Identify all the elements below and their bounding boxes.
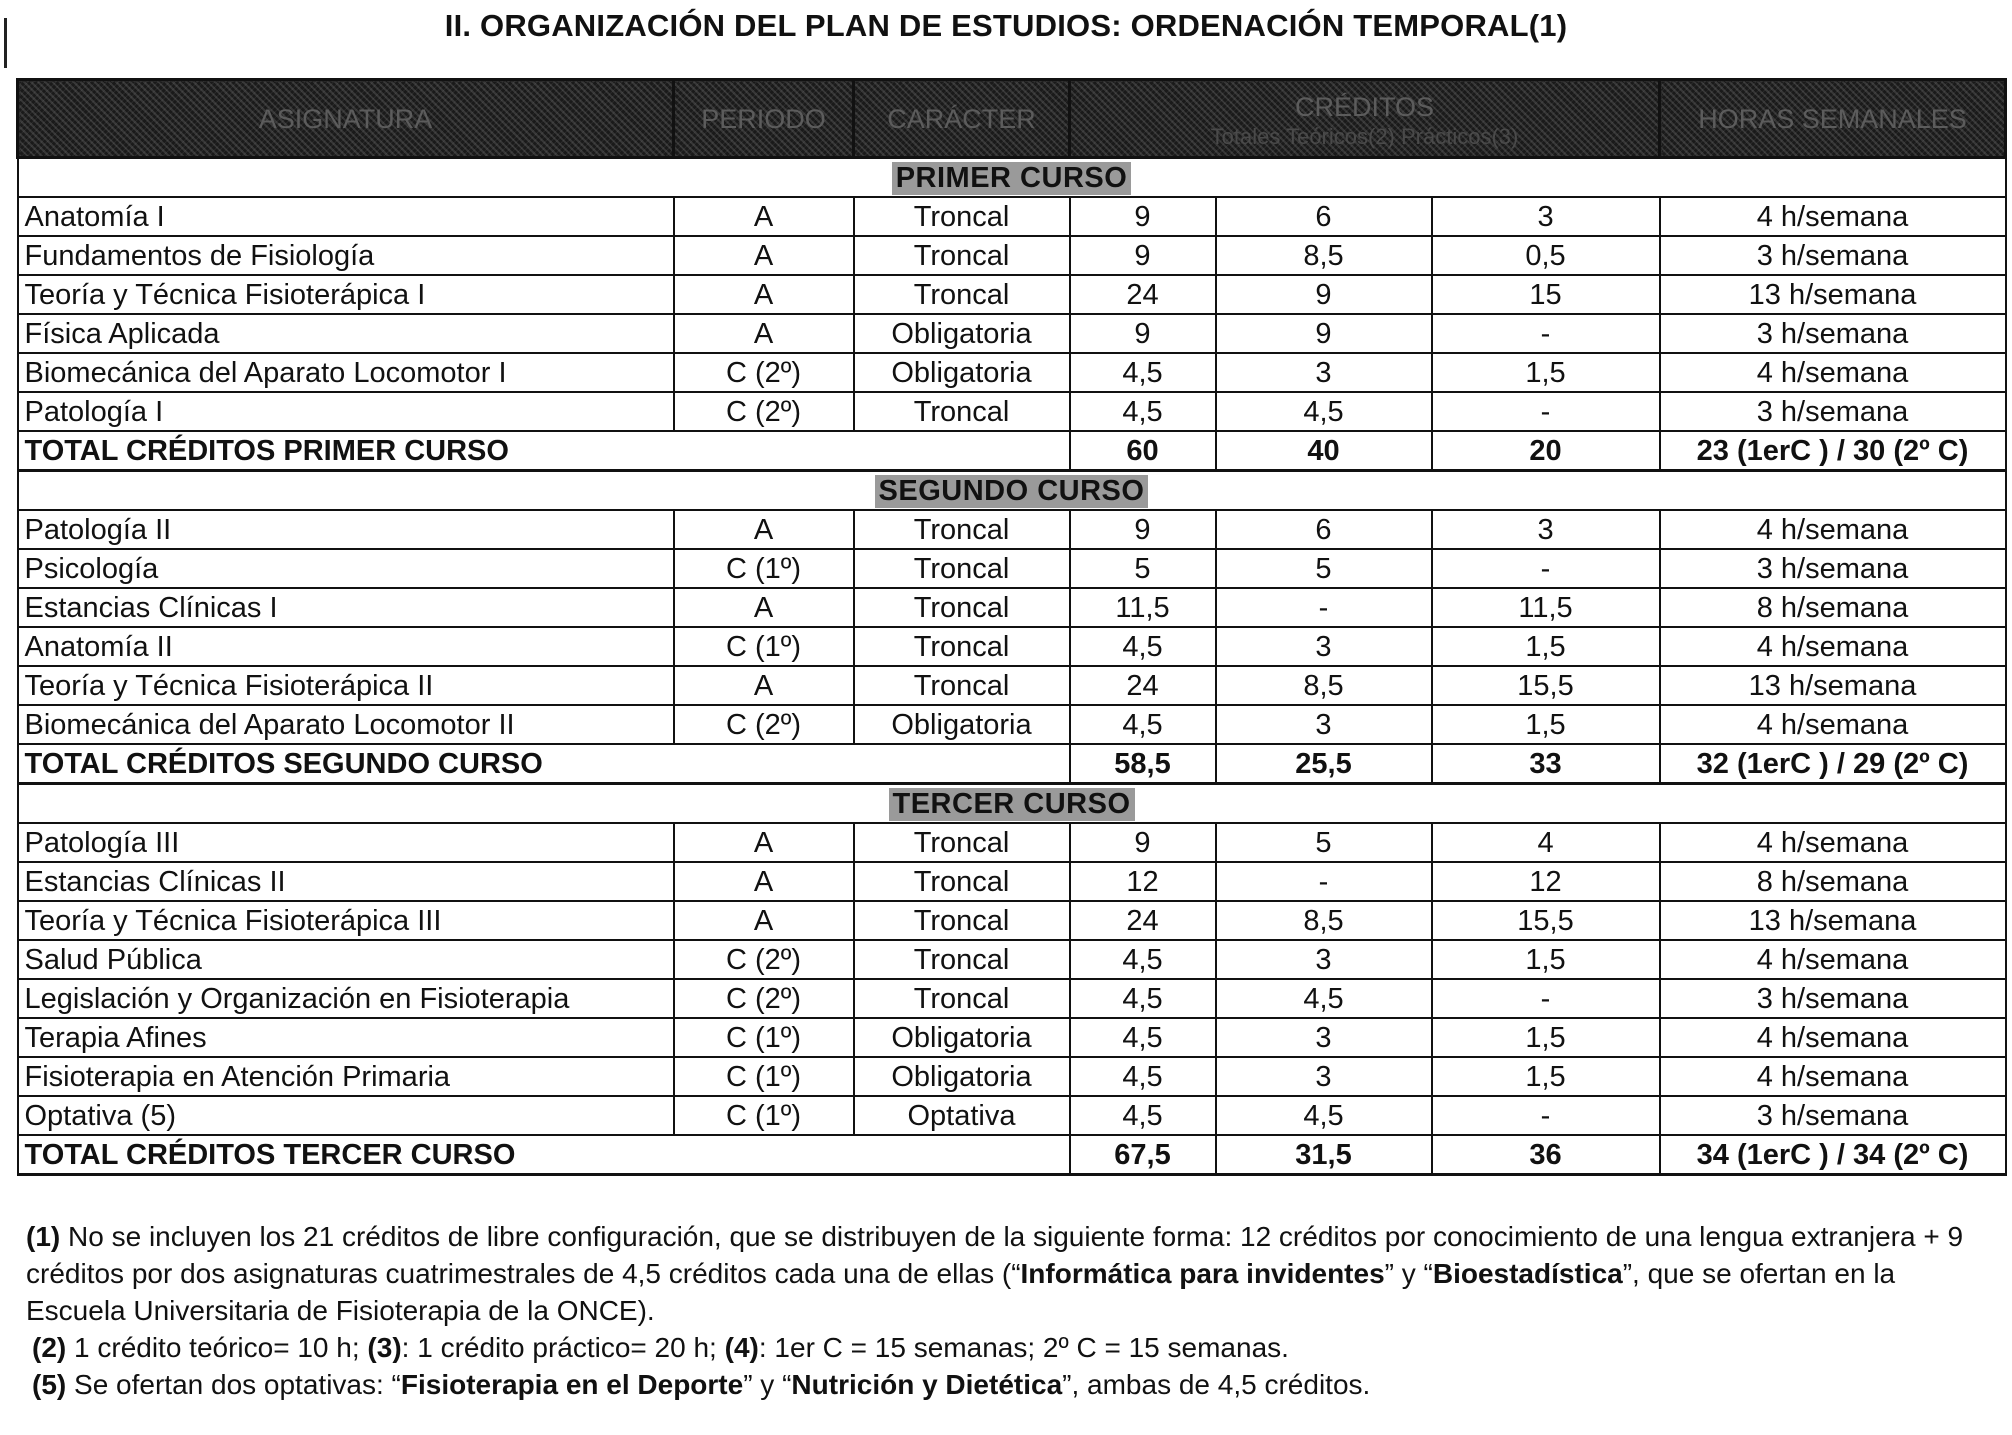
table-row: [18, 1057, 2006, 1096]
cell-creditos-teoricos: 6: [1216, 510, 1432, 549]
cell-creditos-teoricos: 9: [1216, 275, 1432, 314]
table-row: [18, 353, 2006, 392]
footnote-2-mark: (2): [32, 1332, 67, 1363]
cell-creditos-teoricos: 5: [1216, 549, 1432, 588]
cell-horas: 3 h/semana: [1660, 549, 2006, 588]
footnote-4-text: : 1er C = 15 semanas; 2º C = 15 semanas.: [758, 1332, 1289, 1363]
cell-creditos-teoricos: 8,5: [1216, 666, 1432, 705]
cell-creditos-practicos: 1,5: [1432, 353, 1660, 392]
footnote-5-mark: (5): [32, 1369, 67, 1400]
cell-asignatura: Fisioterapia en Atención Primaria: [18, 1057, 674, 1096]
footnote-1-text-a: No se incluyen los 21 créditos de libre configuración, que se distribuyen de la siguiente forma: 12 créditos por conocimiento de una lengua extranjera + 9 créditos por dos asignaturas cuatrimestrales de 4,5 créditos cada una de ellas (“: [26, 1221, 1964, 1289]
total-practicos: 20: [1432, 431, 1660, 471]
cell-horas: 13 h/semana: [1660, 275, 2006, 314]
cell-creditos-teoricos: 3: [1216, 1018, 1432, 1057]
cell-periodo: C (2º): [674, 940, 854, 979]
table-row: [18, 862, 2006, 901]
cell-caracter: Troncal: [854, 627, 1070, 666]
cell-horas: 13 h/semana: [1660, 666, 2006, 705]
table-row: [18, 549, 2006, 588]
cell-horas: 4 h/semana: [1660, 510, 2006, 549]
cell-horas: 4 h/semana: [1660, 1018, 2006, 1057]
cell-creditos-teoricos: 9: [1216, 314, 1432, 353]
footnote-3-text: : 1 crédito práctico= 20 h;: [401, 1332, 725, 1363]
cell-periodo: A: [674, 236, 854, 275]
header-periodo: PERIODO: [674, 80, 854, 158]
footnote-4-mark: (4): [724, 1332, 759, 1363]
cell-asignatura: Optativa (5): [18, 1096, 674, 1135]
cell-caracter: Obligatoria: [854, 705, 1070, 744]
section-heading-row: [18, 158, 2006, 198]
total-teoricos: 25,5: [1216, 744, 1432, 784]
cell-creditos-teoricos: 3: [1216, 353, 1432, 392]
total-creditos: 67,5: [1070, 1135, 1216, 1175]
total-label: TOTAL CRÉDITOS TERCER CURSO: [18, 1135, 1070, 1175]
cell-periodo: A: [674, 197, 854, 236]
footnote-2-4: [26, 1329, 1986, 1366]
footnote-1-mark: (1): [26, 1221, 61, 1252]
cell-creditos-teoricos: 4,5: [1216, 1096, 1432, 1135]
cell-caracter: Obligatoria: [854, 353, 1070, 392]
footnote-5-text-a: Se ofertan dos optativas: “: [66, 1369, 401, 1400]
total-horas: 32 (1erC ) / 29 (2º C): [1660, 744, 2006, 784]
table-row: [18, 627, 2006, 666]
footnote-1-text-d: ”, que se ofertan en la Escuela Universitaria de Fisioterapia de la ONCE).: [26, 1258, 1896, 1326]
cell-asignatura: Terapia Afines: [18, 1018, 674, 1057]
cell-creditos-practicos: 11,5: [1432, 588, 1660, 627]
cell-horas: 4 h/semana: [1660, 197, 2006, 236]
cell-creditos-teoricos: 6: [1216, 197, 1432, 236]
total-practicos: 36: [1432, 1135, 1660, 1175]
cell-creditos-practicos: 15,5: [1432, 901, 1660, 940]
cell-horas: 3 h/semana: [1660, 1096, 2006, 1135]
table-row: [18, 510, 2006, 549]
cell-creditos-totales: 4,5: [1070, 1096, 1216, 1135]
footnote-5-bold-2: Nutrición y Dietética: [791, 1369, 1063, 1400]
cell-creditos-practicos: -: [1432, 1096, 1660, 1135]
table-row: [18, 197, 2006, 236]
cell-asignatura: Biomecánica del Aparato Locomotor II: [18, 705, 674, 744]
cell-periodo: A: [674, 823, 854, 862]
cell-creditos-teoricos: -: [1216, 862, 1432, 901]
header-asignatura: ASIGNATURA: [18, 80, 674, 158]
page-title: II. ORGANIZACIÓN DEL PLAN DE ESTUDIOS: ORDENACIÓN TEMPORAL(1): [444, 8, 1568, 43]
cell-periodo: A: [674, 314, 854, 353]
cell-creditos-totales: 4,5: [1070, 392, 1216, 431]
cell-periodo: C (1º): [674, 1018, 854, 1057]
table-row: [18, 940, 2006, 979]
section-heading: SEGUNDO CURSO: [875, 475, 1149, 508]
cell-asignatura: Biomecánica del Aparato Locomotor I: [18, 353, 674, 392]
cell-horas: 4 h/semana: [1660, 940, 2006, 979]
section-heading-row: [18, 471, 2006, 511]
cell-asignatura: Psicología: [18, 549, 674, 588]
cell-asignatura: Teoría y Técnica Fisioterápica II: [18, 666, 674, 705]
cell-asignatura: Estancias Clínicas II: [18, 862, 674, 901]
cell-creditos-teoricos: 3: [1216, 705, 1432, 744]
header-creditos: [1070, 80, 1660, 158]
cell-asignatura: Patología II: [18, 510, 674, 549]
cell-horas: 3 h/semana: [1660, 236, 2006, 275]
cell-caracter: Troncal: [854, 236, 1070, 275]
cell-caracter: Troncal: [854, 275, 1070, 314]
cell-creditos-totales: 4,5: [1070, 940, 1216, 979]
total-row: [18, 1135, 2006, 1175]
cell-asignatura: Estancias Clínicas I: [18, 588, 674, 627]
cell-creditos-teoricos: -: [1216, 588, 1432, 627]
cell-periodo: C (2º): [674, 353, 854, 392]
footnote-1-bold-2: Bioestadística: [1432, 1258, 1623, 1289]
cell-horas: 4 h/semana: [1660, 823, 2006, 862]
table-row: [18, 392, 2006, 431]
cell-creditos-practicos: 3: [1432, 510, 1660, 549]
total-practicos: 33: [1432, 744, 1660, 784]
total-label: TOTAL CRÉDITOS SEGUNDO CURSO: [18, 744, 1070, 784]
cell-caracter: Troncal: [854, 588, 1070, 627]
cell-creditos-totales: 4,5: [1070, 1018, 1216, 1057]
cell-creditos-practicos: 1,5: [1432, 1018, 1660, 1057]
cell-periodo: A: [674, 862, 854, 901]
cell-caracter: Troncal: [854, 510, 1070, 549]
cell-horas: 3 h/semana: [1660, 979, 2006, 1018]
table-row: [18, 275, 2006, 314]
cell-caracter: Obligatoria: [854, 314, 1070, 353]
cell-horas: 4 h/semana: [1660, 627, 2006, 666]
footnote-1-text-c: ” y “: [1384, 1258, 1433, 1289]
cell-creditos-totales: 5: [1070, 549, 1216, 588]
total-teoricos: 31,5: [1216, 1135, 1432, 1175]
table-row: [18, 314, 2006, 353]
cell-creditos-totales: 9: [1070, 314, 1216, 353]
cell-creditos-practicos: 1,5: [1432, 627, 1660, 666]
cell-horas: 4 h/semana: [1660, 353, 2006, 392]
header-horas: HORAS SEMANALES: [1660, 80, 2006, 158]
cell-horas: 3 h/semana: [1660, 314, 2006, 353]
cell-creditos-totales: 9: [1070, 197, 1216, 236]
cell-caracter: Troncal: [854, 392, 1070, 431]
total-horas: 23 (1erC ) / 30 (2º C): [1660, 431, 2006, 471]
footnote-1: [26, 1218, 1986, 1329]
cell-periodo: C (2º): [674, 705, 854, 744]
total-row: [18, 744, 2006, 784]
cell-asignatura: Patología III: [18, 823, 674, 862]
cell-creditos-totales: 9: [1070, 236, 1216, 275]
cell-asignatura: Física Aplicada: [18, 314, 674, 353]
total-creditos: 58,5: [1070, 744, 1216, 784]
cell-asignatura: Salud Pública: [18, 940, 674, 979]
cell-caracter: Troncal: [854, 197, 1070, 236]
cell-creditos-practicos: 1,5: [1432, 940, 1660, 979]
cell-creditos-practicos: 15: [1432, 275, 1660, 314]
cell-horas: 13 h/semana: [1660, 901, 2006, 940]
section-heading-cell: [18, 158, 2006, 198]
cell-creditos-totales: 9: [1070, 823, 1216, 862]
cell-caracter: Troncal: [854, 823, 1070, 862]
cell-asignatura: Teoría y Técnica Fisioterápica I: [18, 275, 674, 314]
cell-horas: 3 h/semana: [1660, 392, 2006, 431]
cell-creditos-practicos: 15,5: [1432, 666, 1660, 705]
cell-creditos-teoricos: 4,5: [1216, 979, 1432, 1018]
cell-creditos-practicos: 1,5: [1432, 705, 1660, 744]
table-header-row: [18, 80, 2006, 158]
cell-creditos-practicos: -: [1432, 392, 1660, 431]
table-row: [18, 1018, 2006, 1057]
cell-horas: 4 h/semana: [1660, 705, 2006, 744]
footnote-3-mark: (3): [367, 1332, 402, 1363]
cell-horas: 8 h/semana: [1660, 862, 2006, 901]
section-heading: TERCER CURSO: [889, 788, 1135, 821]
cell-periodo: C (1º): [674, 549, 854, 588]
cell-asignatura: Fundamentos de Fisiología: [18, 236, 674, 275]
footnote-5: [26, 1366, 1986, 1403]
cell-creditos-totales: 4,5: [1070, 1057, 1216, 1096]
cell-caracter: Troncal: [854, 862, 1070, 901]
cell-periodo: C (2º): [674, 392, 854, 431]
cell-creditos-teoricos: 3: [1216, 627, 1432, 666]
footnotes: [26, 1218, 1986, 1403]
cell-creditos-totales: 4,5: [1070, 705, 1216, 744]
cell-caracter: Obligatoria: [854, 1057, 1070, 1096]
cell-creditos-practicos: 1,5: [1432, 1057, 1660, 1096]
cell-creditos-totales: 24: [1070, 666, 1216, 705]
table-row: [18, 979, 2006, 1018]
cell-periodo: A: [674, 510, 854, 549]
cell-creditos-practicos: -: [1432, 314, 1660, 353]
section-heading: PRIMER CURSO: [892, 162, 1132, 195]
footnote-5-bold-1: Fisioterapia en el Deporte: [400, 1369, 744, 1400]
cell-periodo: A: [674, 275, 854, 314]
cell-creditos-practicos: -: [1432, 979, 1660, 1018]
header-caracter: CARÁCTER: [854, 80, 1070, 158]
cell-creditos-teoricos: 5: [1216, 823, 1432, 862]
cell-caracter: Troncal: [854, 901, 1070, 940]
cell-creditos-totales: 4,5: [1070, 979, 1216, 1018]
cell-creditos-practicos: 0,5: [1432, 236, 1660, 275]
cell-caracter: Troncal: [854, 549, 1070, 588]
cell-creditos-totales: 24: [1070, 901, 1216, 940]
header-creditos-label: CRÉDITOS: [1294, 91, 1435, 122]
cell-asignatura: Anatomía II: [18, 627, 674, 666]
table-row: [18, 588, 2006, 627]
cell-periodo: C (1º): [674, 1057, 854, 1096]
cell-creditos-totales: 12: [1070, 862, 1216, 901]
header-creditos-sub: Totales Teóricos(2) Prácticos(3): [1210, 123, 1519, 149]
section-heading-cell: [18, 471, 2006, 511]
cell-creditos-teoricos: 8,5: [1216, 236, 1432, 275]
cell-caracter: Troncal: [854, 979, 1070, 1018]
cell-creditos-teoricos: 4,5: [1216, 392, 1432, 431]
section-heading-cell: [18, 784, 2006, 824]
table-row: [18, 705, 2006, 744]
cell-horas: 4 h/semana: [1660, 1057, 2006, 1096]
total-creditos: 60: [1070, 431, 1216, 471]
table-row: [18, 236, 2006, 275]
cell-caracter: Troncal: [854, 666, 1070, 705]
footnote-5-text-c: ” y “: [743, 1369, 792, 1400]
table-row: [18, 1096, 2006, 1135]
footnote-2-text: 1 crédito teórico= 10 h;: [66, 1332, 368, 1363]
study-plan-table: [16, 78, 2007, 1176]
total-horas: 34 (1erC ) / 34 (2º C): [1660, 1135, 2006, 1175]
cell-creditos-practicos: 4: [1432, 823, 1660, 862]
cell-creditos-totales: 11,5: [1070, 588, 1216, 627]
table-row: [18, 901, 2006, 940]
cell-caracter: Optativa: [854, 1096, 1070, 1135]
cell-caracter: Obligatoria: [854, 1018, 1070, 1057]
cell-periodo: A: [674, 901, 854, 940]
cell-creditos-totales: 4,5: [1070, 353, 1216, 392]
cell-creditos-totales: 4,5: [1070, 627, 1216, 666]
cell-creditos-practicos: 12: [1432, 862, 1660, 901]
cell-creditos-teoricos: 8,5: [1216, 901, 1432, 940]
cell-creditos-teoricos: 3: [1216, 1057, 1432, 1096]
cell-periodo: C (1º): [674, 627, 854, 666]
cell-asignatura: Teoría y Técnica Fisioterápica III: [18, 901, 674, 940]
cell-periodo: A: [674, 666, 854, 705]
cell-asignatura: Legislación y Organización en Fisioterapia: [18, 979, 674, 1018]
table-row: [18, 666, 2006, 705]
cell-creditos-practicos: -: [1432, 549, 1660, 588]
cell-periodo: A: [674, 588, 854, 627]
cell-asignatura: Patología I: [18, 392, 674, 431]
cell-creditos-totales: 9: [1070, 510, 1216, 549]
cell-asignatura: Anatomía I: [18, 197, 674, 236]
total-teoricos: 40: [1216, 431, 1432, 471]
cell-creditos-totales: 24: [1070, 275, 1216, 314]
total-row: [18, 431, 2006, 471]
cell-horas: 8 h/semana: [1660, 588, 2006, 627]
total-label: TOTAL CRÉDITOS PRIMER CURSO: [18, 431, 1070, 471]
footnote-5-text-d: ”, ambas de 4,5 créditos.: [1062, 1369, 1371, 1400]
cell-periodo: C (2º): [674, 979, 854, 1018]
cell-periodo: C (1º): [674, 1096, 854, 1135]
section-heading-row: [18, 784, 2006, 824]
footnote-1-bold-1: Informática para invidentes: [1020, 1258, 1385, 1289]
table-row: [18, 823, 2006, 862]
cell-caracter: Troncal: [854, 940, 1070, 979]
cell-creditos-practicos: 3: [1432, 197, 1660, 236]
cell-creditos-teoricos: 3: [1216, 940, 1432, 979]
